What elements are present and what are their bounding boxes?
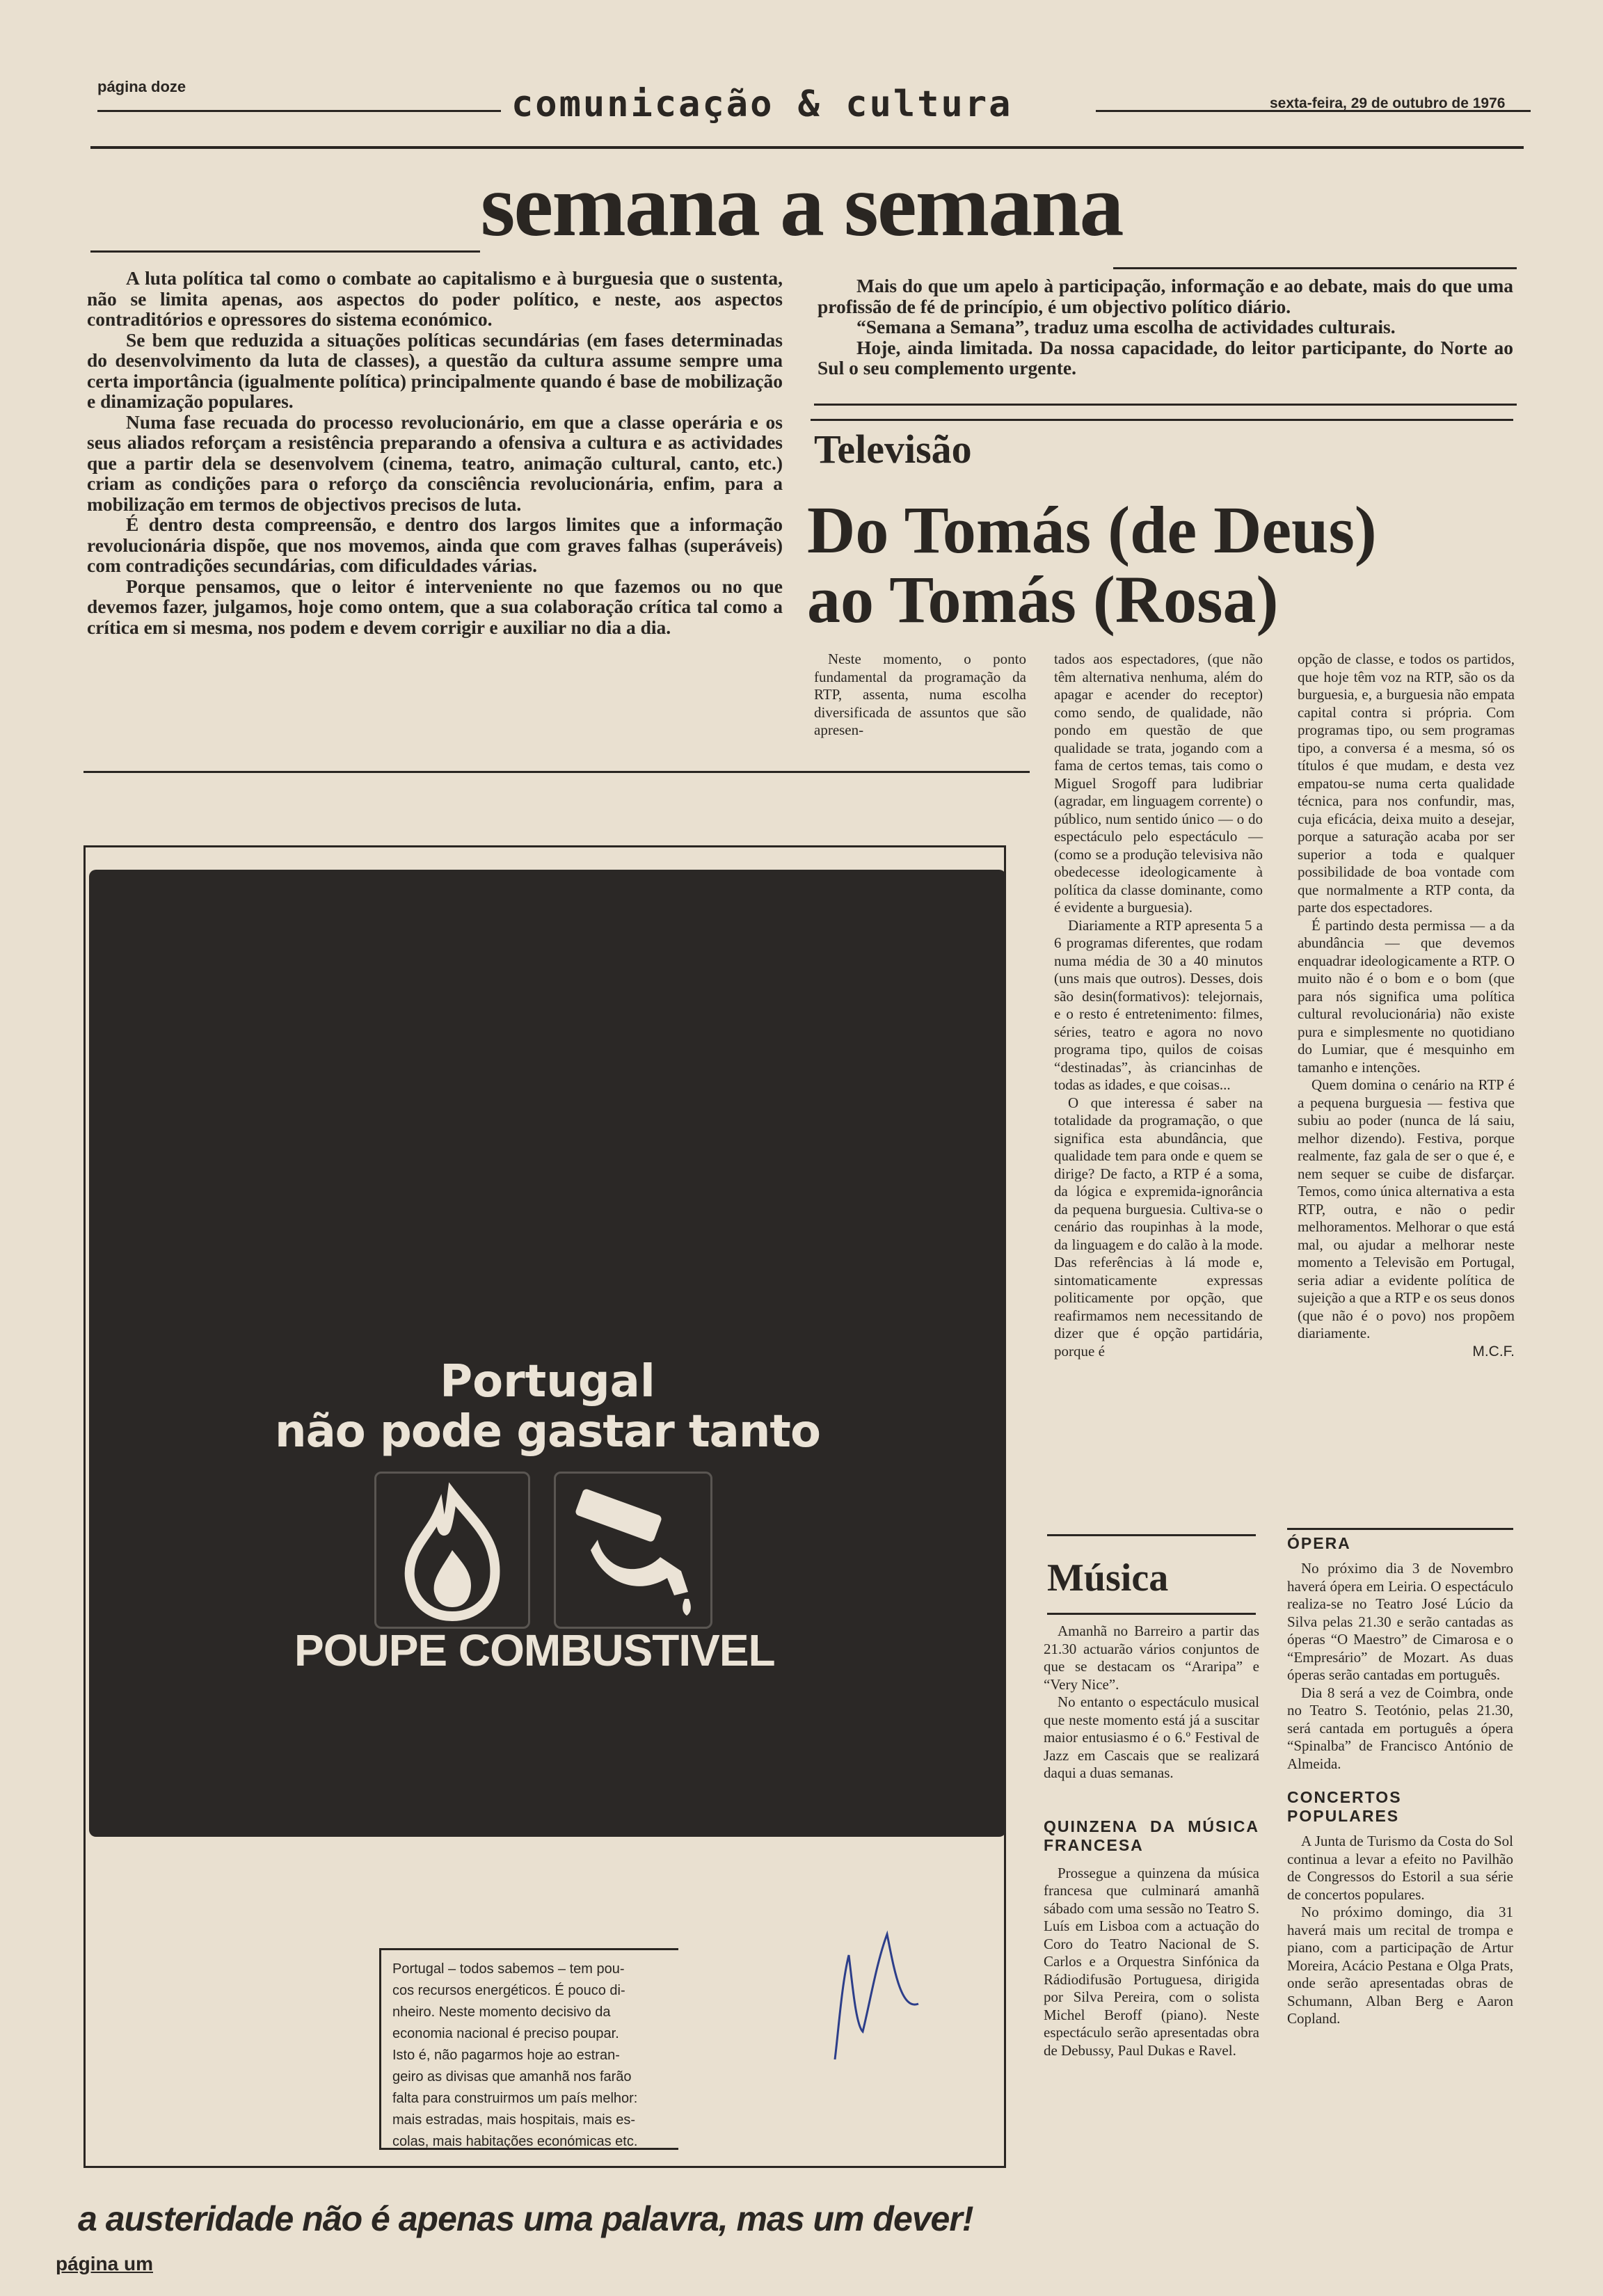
- fuel-nozzle-icon: [554, 1472, 712, 1629]
- tv-headline-line: Do Tomás (de Deus): [807, 493, 1377, 567]
- opera-column: [1287, 1534, 1513, 2028]
- tv-headline-line: ao Tomás (Rosa): [807, 562, 1279, 637]
- section-title: comunicação & cultura: [511, 83, 1013, 125]
- masthead-left-rule: [90, 250, 480, 253]
- flame-icon: [374, 1472, 530, 1629]
- musica-column: [1044, 1623, 1259, 2059]
- quinzena-title: QUINZENA DA MÚSICA FRANCESA: [1044, 1817, 1259, 1854]
- ad-text-line: cos recursos energéticos. É pouco di-: [392, 1983, 625, 1998]
- intro-left: [87, 268, 783, 637]
- musica-paragraph: Amanhã no Barreiro a partir das 21.30 actuarão vários conjuntos de que se destacam os “Araripa” e “Very Nice”.: [1044, 1623, 1259, 1693]
- ad-slogan: POUPE COMBUSTIVEL: [294, 1625, 775, 1675]
- intro-right-rule: [814, 404, 1517, 406]
- intro-right: [818, 276, 1513, 378]
- ad-text-line: economia nacional é preciso poupar.: [392, 2026, 619, 2041]
- intro-paragraph: “Semana a Semana”, traduz uma escolha de actividades culturais.: [856, 316, 1396, 337]
- masthead: semana a semana: [480, 156, 1123, 255]
- tv-column-3: [1298, 651, 1515, 1360]
- ad-text-line: mais estradas, mais hospitais, mais es-: [392, 2112, 636, 2128]
- intro-left-rule: [83, 771, 1030, 773]
- opera-title: ÓPERA: [1287, 1534, 1351, 1552]
- ad-text-line: Portugal – todos sabemos – tem pou-: [392, 1961, 625, 1977]
- ad-body-text: [379, 1948, 678, 2150]
- ad-text-line: falta para construirmos um país melhor:: [392, 2091, 638, 2106]
- musica-top-rule: [1047, 1534, 1256, 1536]
- intro-paragraph: Mais do que um apelo à participação, informação e ao debate, mais do que uma profissão de fé de princípio, é um objectivo político diário.: [818, 275, 1513, 317]
- page-label: página doze: [97, 78, 186, 95]
- opera-top-rule: [1287, 1528, 1513, 1530]
- tv-kicker: Televisão: [814, 426, 972, 472]
- tv-paragraph: opção de classe, e todos os partidos, que hoje têm voz na RTP, são os da burguesia, e, a burguesia não empata capital contra si própria. Com programas tipo, ou sem programas tipo, a conversa é a mesma, só os títulos é que mudam, e desta vez empatou-se numa certa qualidade técnica, para nos confundir, mas, cuja eficácia, deixa muito a desejar, porque a saturação acaba por ser superior a toda e qualquer possibilidade de boa vontade com que normalmente a RTP conta, da parte dos espectadores.: [1298, 651, 1515, 916]
- ad-text-line: colas, mais habitações económicas etc.: [392, 2134, 638, 2149]
- tv-paragraph: É partindo desta permissa — a da abundância — que devemos enquadrar ideologicamente a RTP. O muito não é o bom e o bom (que para nós significa uma política cultural revolucionária) não existe pura e simplesmente no quotidiano do Lumiar, que é mesquinho em tamanho e intenções.: [1298, 916, 1515, 1076]
- tv-paragraph: tados aos espectadores, (que não têm alternativa nenhuma, além do apagar e acender do receptor) como sendo, de qualidade, não pondo em questão de que qualidade se trata, jogando com a fama de certos temas, tais como o Miguel Srogoff para ludibriar (agradar, em linguagem corrente) o público, num sentido único — o do espectáculo pelo espectáculo — (como se a produção televisiva não obedecesse ideologicamente à política da classe dominante, como é evidente a burguesia).: [1054, 651, 1263, 916]
- masthead-right-rule: [1113, 267, 1517, 269]
- musica-kicker: Música: [1047, 1556, 1169, 1600]
- ad-text-line: geiro as divisas que amanhã nos farão: [392, 2069, 632, 2084]
- ad-text-line: nheiro. Neste momento decisivo da: [392, 2004, 611, 2020]
- ad-panel: [89, 870, 1006, 1837]
- tv-headline: [807, 495, 1524, 635]
- opera-paragraph: Dia 8 será a vez de Coimbra, onde no Teatro S. Teotónio, pelas 21.30, será cantada em português a ópera “Spinalba” de Francisco António de Almeida.: [1287, 1684, 1513, 1772]
- intro-paragraph: Hoje, ainda limitada. Da nossa capacidade, do leitor participante, do Norte ao Sul o seu complemento urgente.: [818, 336, 1513, 378]
- author-signature: M.C.F.: [1472, 1343, 1515, 1360]
- tv-paragraph: Diariamente a RTP apresenta 5 a 6 programas diferentes, que rodam numa média de 30 a 40 minutos (uns mais que outros). Desses, dois são desin(formativos): telejornais, e o resto é entretenimento: filmes, séries, teatro e agora no novo programa tipo, quilos de coisas “destinadas”, às criancinhas de todas as idades, e que coisas...: [1054, 916, 1263, 1093]
- musica-paragraph: No entanto o espectáculo musical que neste momento está já a suscitar maior entusiasmo é o 6.º Festival de Jazz em Cascais que se realizará daqui a duas semanas.: [1044, 1693, 1259, 1781]
- ad-headline-line: não pode gastar tanto: [275, 1406, 820, 1458]
- handwritten-mark: [821, 1927, 932, 2066]
- intro-paragraph: Porque pensamos, que o leitor é interveniente no que fazemos ou no que devemos fazer, julgamos, hoje como ontem, que a sua colaboração crítica tal como a crítica em si mesma, nos podem e devem corrigir e auxiliar no dia a dia.: [87, 575, 783, 638]
- ad-headline: [89, 1357, 1006, 1457]
- tv-column-1: [814, 651, 1026, 740]
- concertos-paragraph: No próximo domingo, dia 31 haverá mais um recital de trompa e piano, com a participação de Artur Moreira, Acácio Pestana e Olga Prats, onde serão apresentadas obras de Schumann, Alban Berg e Aaron Copland.: [1287, 1904, 1513, 2027]
- tv-paragraph: Neste momento, o ponto fundamental da programação da RTP, assenta, numa escolha diversificada de assuntos que são apresen-: [814, 651, 1026, 738]
- issue-date: sexta-feira, 29 de outubro de 1976: [1270, 95, 1506, 111]
- masthead-top-rule: [90, 146, 1524, 149]
- tv-column-2: [1054, 651, 1263, 1360]
- ad-tagline: a austeridade não é apenas uma palavra, mas um dever!: [78, 2199, 973, 2238]
- header-rule-left: [97, 110, 501, 112]
- quinzena-paragraph: Prossegue a quinzena da música francesa que culminará amanhã sábado com uma sessão no Teatro S. Luís em Lisboa com a actuação do Coro do Teatro Nacional de S. Carlos e a Orquestra Sinfónica da Rádiodifusão Portuguesa, dirigida por Silva Pereira, com o solista Michel Beroff (piano). Neste espectáculo serão apresentadas obra de Debussy, Paul Dukas e Ravel.: [1044, 1864, 1259, 2059]
- intro-paragraph: A luta política tal como o combate ao capitalismo e à burguesia que o sustenta, não se limita apenas, aos aspectos do poder político, e neste, aos aspectos contraditórios e opressores do sistema económico.: [87, 267, 783, 330]
- ad-text-line: Isto é, não pagarmos hoje ao estran-: [392, 2048, 620, 2063]
- opera-paragraph: No próximo dia 3 de Novembro haverá ópera em Leiria. O espectáculo realiza-se no Teatro José Lúcio da Silva pelas 21.30 e serão cantadas as óperas “O Maestro” de Cimarosa e o “Empresário” de Mozart. As duas óperas serão cantadas em português.: [1287, 1560, 1513, 1683]
- tv-top-rule: [811, 419, 1513, 421]
- intro-paragraph: É dentro desta compreensão, e dentro dos largos limites que a informação revolucionária dispõe, que nos movemos, ainda que com graves falhas (superáveis) com contradições secundárias, com dificuldades várias.: [87, 513, 783, 576]
- tv-paragraph: Quem domina o cenário na RTP é a pequena burguesia — festiva que subiu ao poder (nunca de lá saiu, melhor dizendo). Festiva, porque realmente, faz gala de ser o que é, e nem sequer se cuibe de disfarçar. Temos, como única alternativa a esta RTP, outra, e não o pedir melhoramentos. Melhorar o que está mal, ou ajudar a melhorar neste momento a Televisão em Portugal, seria adiar a evidente política de sujeição a que a RTP e os seus donos (que não é o povo) nos propõem diariamente.: [1298, 1076, 1515, 1341]
- ad-headline-line: Portugal: [440, 1356, 655, 1408]
- footer-page-label: página um: [56, 2253, 154, 2274]
- concertos-paragraph: A Junta de Turismo da Costa do Sol continua a levar a efeito no Pavilhão de Congressos do Estoril a sua série de concertos populares.: [1287, 1833, 1513, 1903]
- concertos-title: CONCERTOS POPULARES: [1287, 1788, 1402, 1825]
- intro-paragraph: Se bem que reduzida a situações políticas secundárias (em fases determinadas do desenvolvimento da luta de classes), a questão da cultura assume sempre uma certa importância (igualmente política) principalmente quando é base de mobilização e dinamização populares.: [87, 328, 783, 412]
- musica-bottom-rule: [1047, 1613, 1256, 1615]
- intro-paragraph: Numa fase recuada do processo revolucionário, em que a classe operária e os seus aliados reforçam a resistência preparando a ofensiva a cultura e as actividades que a partir dela se desenvolvem (cinema, teatro, animação cultural, canto, etc.) criam as condições para o reforço da consciência revolucionária, enfim, para a mobilização em termos de objectivos precisos de luta.: [87, 410, 783, 515]
- tv-paragraph: O que interessa é saber na totalidade da programação, o que significa esta abundância, que qualidade tem para onde e quem se dirige? De facto, a RTP é a soma, da lógica e expremida-ignorância da pequena burguesia. Cultiva-se o cenário das roupinhas à la mode, da linguagem e do calão à la mode. Das referências à lá mode e, sintomaticamente expressas politicamente por opção, que reafirmamos nem necessitando de dizer que é opção partidária, porque é: [1054, 1094, 1263, 1360]
